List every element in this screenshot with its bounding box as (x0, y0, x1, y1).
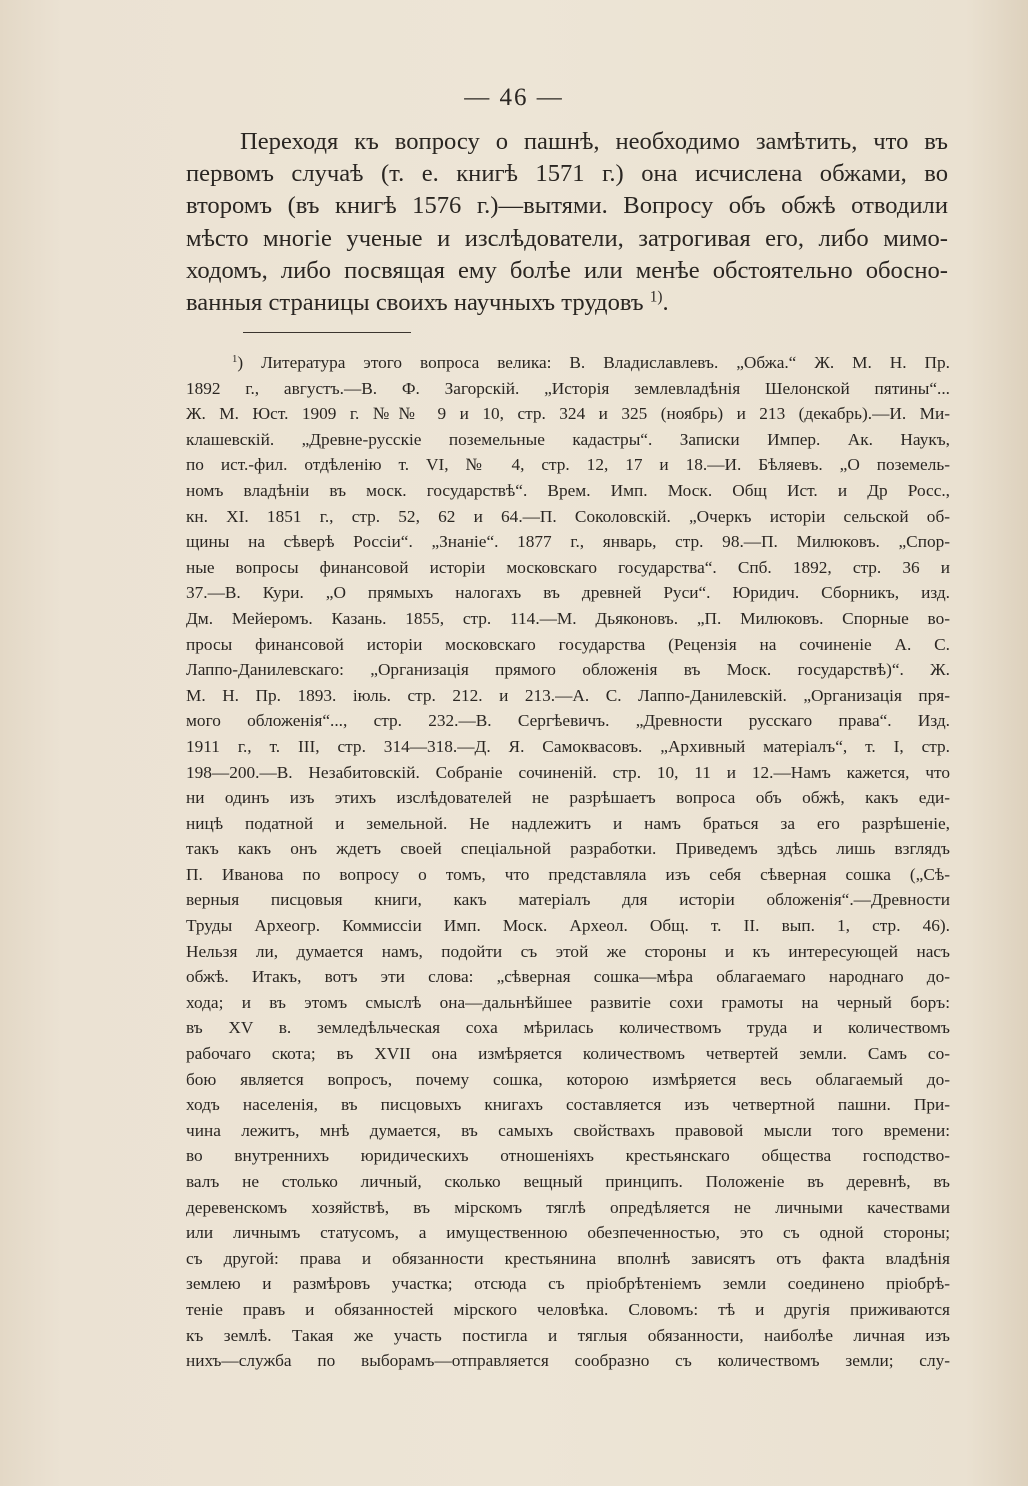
footnote-line: П. Иванова по вопросу о томъ, что представляла изъ себя сѣверная сошка („Сѣ- (186, 864, 950, 884)
footnote-line: землею и размѣровъ участка; отсюда съ пріобрѣтеніемъ земли соединено пріобрѣ- (186, 1274, 950, 1294)
footnote-line: хода; и въ этомъ смыслѣ она—дальнѣйшее развитіе сохи грамоты на черный боръ: (186, 992, 950, 1012)
footnote-line: мого обложенія“..., стр. 232.—В. Сергѣевичъ. „Древности русскаго права“. Изд. (186, 711, 950, 731)
footnote-line: деревенскомъ хозяйствѣ, въ мірскомъ тяглѣ опредѣляется не личными качествами (186, 1197, 950, 1217)
footnote-line: 1911 г., т. III, стр. 314—318.—Д. Я. Самоквасовъ. „Архивный матеріалъ“, т. I, стр. (186, 736, 950, 756)
footnote-line: рабочаго скота; въ XVII она измѣряется количествомъ четвертей земли. Самъ со- (186, 1044, 950, 1064)
main-text-last-line (186, 287, 948, 319)
footnote-line: 37.—В. Кури. „О прямыхъ налогахъ въ древней Руси“. Юридич. Сборникъ, изд. (186, 583, 950, 603)
main-text-line: ходомъ, либо посвящая ему болѣе или менѣе обстоятельно обосно- (186, 256, 948, 284)
footnote-line: верныя писцовыя книги, какъ матеріалъ для исторіи обложенія“.—Древности (186, 890, 950, 910)
footnote-line: во внутреннихъ юридическихъ отношеніяхъ крестьянскаго общества господство- (186, 1146, 950, 1166)
footnote-line: нихъ—служба по выборамъ—отправляется сообразно съ количествомъ земли; слу- (186, 1351, 950, 1371)
main-text-line: первомъ случаѣ (т. е. книгѣ 1571 г.) она исчислена обжами, во (186, 160, 948, 188)
footnote-line: теніе правъ и обязанностей мірского человѣка. Словомъ: тѣ и другія приживаются (186, 1299, 950, 1319)
footnote-line: щины на сѣверѣ Россіи“. „Знаніе“. 1877 г., январь, стр. 98.—П. Милюковъ. „Спор- (186, 532, 950, 552)
footnote-divider (243, 332, 411, 333)
footnote-line: къ землѣ. Такая же участь постигла и тяглыя обязанности, наиболѣе личная изъ (186, 1325, 950, 1345)
footnote-line: ницѣ податной и земельной. Не надлежитъ и намъ браться за его разрѣшеніе, (186, 813, 950, 833)
footnote-marker: 1 (232, 353, 238, 366)
footnote-line: валъ не столько личный, сколько вещный принципъ. Положеніе въ деревнѣ, въ (186, 1172, 950, 1191)
footnote-line: М. Н. Пр. 1893. іюль. стр. 212. и 213.—А. С. Лаппо-Данилевскій. „Организація пря- (186, 685, 950, 705)
main-text-line: мѣсто многіе ученые и изслѣдователи, затрогивая его, либо мимо- (186, 224, 948, 252)
footnote-line: чина лежитъ, мнѣ думается, въ самыхъ свойствахъ правовой мысли того времени: (186, 1120, 950, 1140)
page-number: — 46 — (464, 84, 564, 111)
footnote-line: номъ владѣніи въ моск. государствѣ“. Врем. Имп. Моск. Общ Ист. и Др Росс., (186, 480, 950, 500)
main-text-line: второмъ (въ книгѣ 1576 г.)—вытями. Вопросу объ обжѣ отводили (186, 192, 948, 220)
footnote-reference: 1) (649, 288, 663, 306)
footnote-line: ные вопросы финансовой исторіи московскаго государства“. Спб. 1892, стр. 36 и (186, 557, 950, 577)
footnote-line-text: ) Литература этого вопроса велика: В. Владиславлевъ. „Обжа.“ Ж. М. Н. Пр. (237, 353, 950, 372)
footnote-line: клашевскій. „Древне-русскіе поземельные кадастры“. Записки Импер. Ак. Наукъ, (186, 429, 950, 449)
footnote-reference-number: 1 (649, 288, 658, 306)
main-text-end-punct: . (662, 289, 669, 317)
footnote-line (186, 350, 950, 376)
footnote-line: просы финансовой исторіи московскаго государства (Рецензія на сочиненіе А. С. (186, 634, 950, 654)
footnote-line: Труды Археогр. Коммиссіи Имп. Моск. Археол. Общ. т. II. вып. 1, стр. 46). (186, 916, 950, 936)
footnote-line: ни одинъ изъ этихъ изслѣдователей не разрѣшаетъ вопроса объ обжѣ, какъ еди- (186, 788, 950, 808)
footnote-line: въ XV в. земледѣльческая соха мѣрилась количествомъ труда и количествомъ (186, 1018, 950, 1038)
footnote-line: обжѣ. Итакъ, вотъ эти слова: „сѣверная сошка—мѣра облагаемаго народнаго до- (186, 967, 950, 987)
footnote-line: Нельзя ли, думается намъ, подойти съ этой же стороны и къ интересующей насъ (186, 941, 950, 961)
footnote-line: Дм. Мейеромъ. Казань. 1855, стр. 114.—М. Дьяконовъ. „П. Милюковъ. Спорные во- (186, 608, 950, 628)
footnote-line: Ж. М. Юст. 1909 г. №№ 9 и 10, стр. 324 и 325 (ноябрь) и 213 (декабрь).—И. Ми- (186, 404, 950, 424)
footnote-line: по ист.-фил. отдѣленію т. VI, № 4, стр. 12, 17 и 18.—И. Бѣляевъ. „О поземель- (186, 455, 950, 475)
footnote (186, 350, 950, 1374)
footnote-line: 1892 г., августъ.—В. Ф. Загорскій. „Исторія землевладѣнія Шелонской пятины“... (186, 378, 950, 398)
footnote-line: такъ какъ онъ ждетъ своей спеціальной разработки. Приведемъ здѣсь лишь взглядъ (186, 839, 950, 859)
main-paragraph (186, 126, 948, 319)
main-text-line: Переходя къ вопросу о пашнѣ, необходимо замѣтить, что въ (240, 128, 948, 155)
footnote-line: 198—200.—В. Незабитовскій. Собраніе сочиненій. стр. 10, 11 и 12.—Намъ кажется, что (186, 762, 950, 782)
main-text-line: ванныя страницы своихъ научныхъ трудовъ (186, 289, 644, 317)
footnote-line: Лаппо-Данилевскаго: „Организація прямого обложенія въ Моск. государствѣ)“. Ж. (186, 660, 950, 680)
footnote-line: кн. XI. 1851 г., стр. 52, 62 и 64.—П. Соколовскій. „Очеркъ исторіи сельской об- (186, 506, 950, 526)
footnote-line: бою является вопросъ, почему сошка, которою измѣряется весь облагаемый до- (186, 1069, 950, 1089)
footnote-line: ходъ населенія, въ писцовыхъ книгахъ составляется изъ четвертной пашни. При- (186, 1095, 950, 1115)
footnote-line: или личнымъ статусомъ, а имущественною обезпеченностью, это съ одной стороны; (186, 1223, 950, 1243)
footnote-line: съ другой: права и обязанности крестьянина вполнѣ зависятъ отъ факта владѣнія (186, 1248, 950, 1268)
